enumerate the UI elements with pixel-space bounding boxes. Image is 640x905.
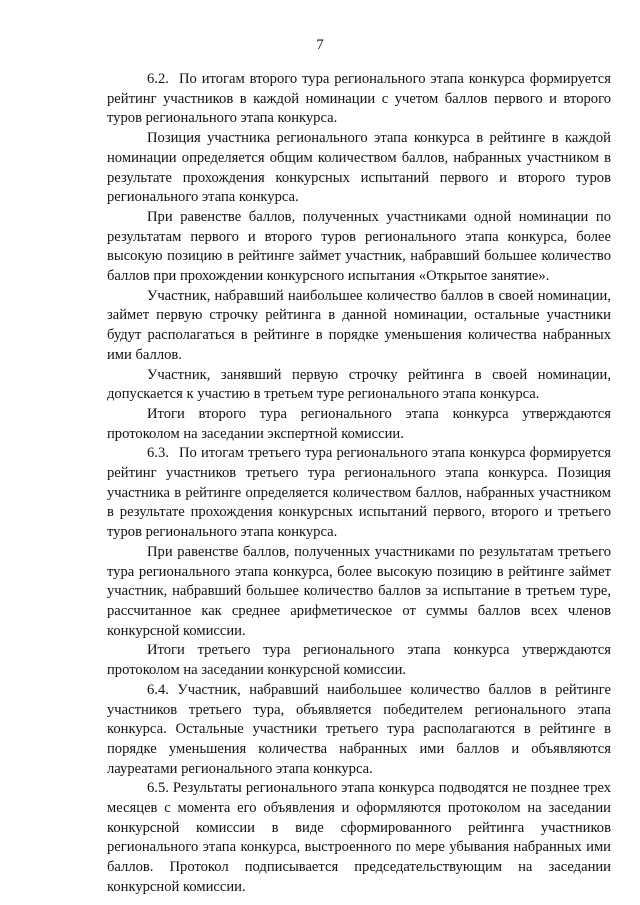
paragraph-first-line: [107, 287, 611, 366]
paragraph-text: Участник, набравший наибольшее количество баллов в своей номинации, займет первую строчку рейтинга в данной номинации, остальные участники будут располагаться в рейтинге в порядке уменьшения количества набранных ими баллов.: [107, 287, 611, 363]
paragraph-6-3: [107, 444, 611, 543]
paragraph-text: Итоги второго тура регионального этапа конкурса утверждаются протоколом на заседании экспертной комиссии.: [107, 405, 611, 442]
clause-number: 6.2.: [147, 71, 169, 87]
paragraph-text: По итогам третьего тура регионального этапа конкурса формируется рейтинг участников третьего тура регионального этапа конкурса. Позиция участника в рейтинге определяется количеством баллов, набранных участником в результате прохождения конкурсных испытаний первого, второго и третьего туров регионального этапа конкурса.: [107, 445, 611, 541]
paragraph-rating-position: [107, 129, 611, 208]
paragraph-6-2: [107, 70, 611, 129]
paragraph-round-3-results: [107, 641, 611, 680]
paragraph-text: Позиция участника регионального этапа конкурса в рейтинге в каждой номинации определяется общим количеством баллов, набранных участником в результате прохождения конкурсных испытаний первого и второго туров регионального этапа конкурса.: [107, 130, 611, 206]
paragraph-round-2-results: [107, 405, 611, 444]
paragraph-6-4: [107, 681, 611, 780]
page-number: 7: [316, 37, 324, 53]
paragraph-text: Участник, занявший первую строчку рейтинга в своей номинации, допускается к участию в третьем туре регионального этапа конкурса.: [107, 366, 611, 403]
paragraph-text: При равенстве баллов, полученных участниками одной номинации по результатам первого и второго туров регионального этапа конкурса, более высокую позицию в рейтинге займет участник, набравший большее количество баллов при прохождении конкурсного испытания «Открытое занятие».: [107, 208, 611, 285]
paragraph-text: По итогам второго тура регионального этапа конкурса формируется рейтинг участников в каждой номинации с учетом баллов первого и второго туров регионального этапа конкурса.: [107, 71, 611, 127]
paragraph-tie-break-round-3: [107, 543, 611, 642]
paragraph-tie-break-rounds-1-2: [107, 208, 611, 287]
paragraph-text: 6.5. Результаты регионального этапа конкурса подводятся не позднее трех месяцев с момента его объявления и оформляются протоколом на заседании конкурсной комиссии в виде сформированного рейтинга участников регионального этапа конкурса, выстроенного по мере убывания набранных ими баллов. Протокол подписывается председательствующим на заседании конкурсной комиссии.: [107, 780, 611, 895]
paragraph-text: Итоги третьего тура регионального этапа конкурса утверждаются протоколом на заседании конкурсной комиссии.: [107, 642, 611, 679]
document-body: [107, 70, 611, 898]
paragraph-admission-round-3: [107, 366, 611, 405]
paragraph-text: 6.4. Участник, набравший наибольшее количество баллов в рейтинге участников третьего тура, объявляется победителем регионального этапа конкурса. Остальные участники третьего тура располагаются в рейтинге в порядке уменьшения количества набранных ими баллов и объявляются лауреатами регионального этапа конкурса.: [107, 681, 611, 777]
paragraph-text: При равенстве баллов, полученных участниками по результатам третьего тура регионального этапа конкурса, более высокую позицию в рейтинге займет участник, набравший большее количество баллов за испытание в третьем туре, рассчитанное как среднее арифметическое от суммы баллов всех членов конкурсной комиссии.: [107, 543, 611, 639]
clause-number: 6.3.: [147, 445, 169, 462]
paragraph-6-5: [107, 779, 611, 897]
